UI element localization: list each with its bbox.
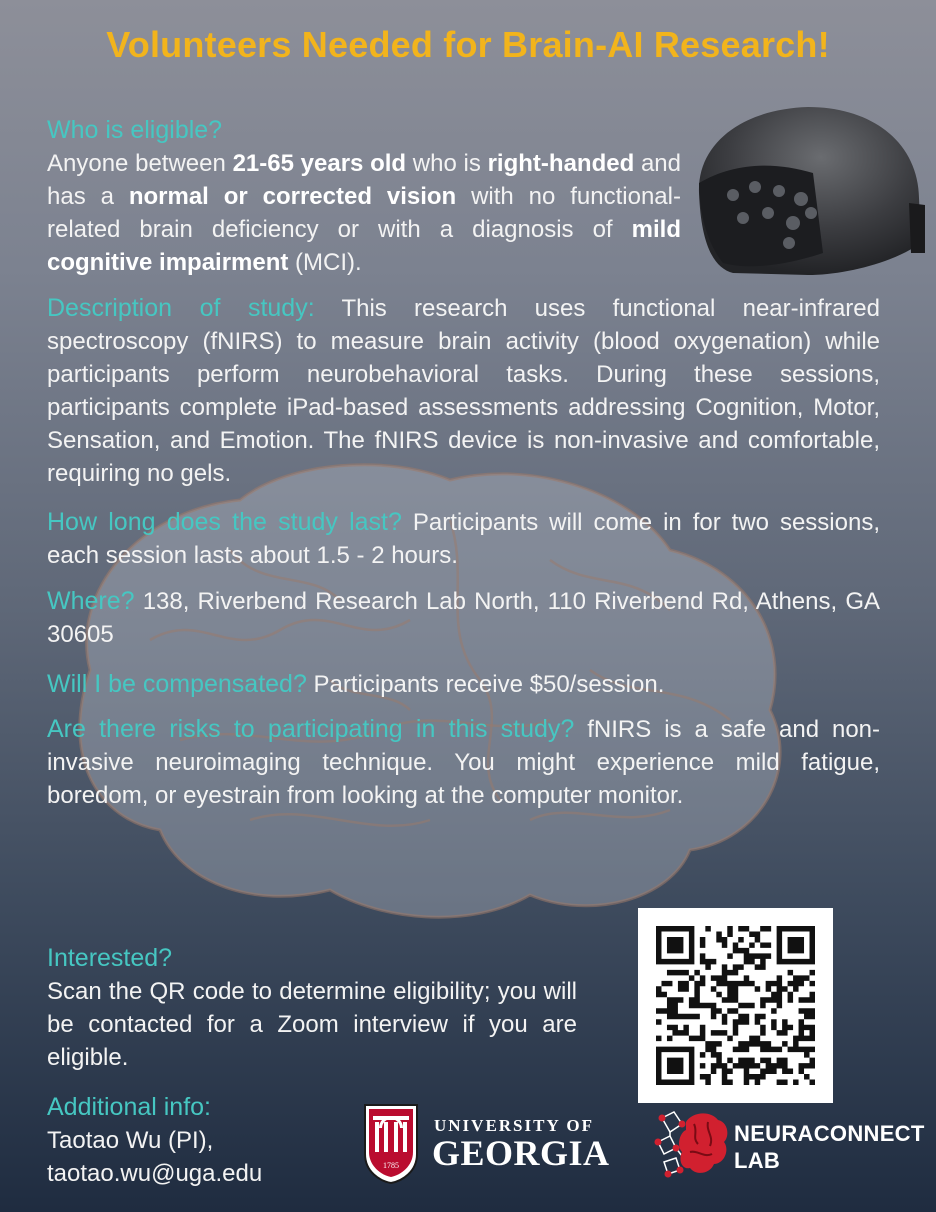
duration-section — [47, 506, 880, 572]
additional-info-heading: Additional info: — [47, 1093, 212, 1121]
compensation-section — [47, 668, 880, 701]
risks-heading: Are there risks to participating in this study? — [47, 715, 575, 743]
eligibility-text: and has a — [47, 150, 682, 210]
eligibility-handedness: right-handed — [487, 150, 635, 177]
eligibility-text: with no functional-related brain deficiency or with a diagnosis of — [47, 183, 681, 243]
neuraconnect-logo — [652, 1108, 925, 1188]
fnirs-helmet-image — [693, 103, 925, 279]
uga-logo — [362, 1102, 622, 1188]
qr-code[interactable] — [638, 908, 833, 1103]
page-title: Volunteers Needed for Brain-AI Research! — [106, 24, 830, 65]
eligibility-text: who is — [406, 150, 488, 177]
additional-info-section — [47, 1091, 367, 1190]
uga-main-text: GEORGIA — [432, 1133, 610, 1173]
lab-name — [734, 1120, 925, 1174]
interested-section — [47, 942, 577, 1074]
eligibility-vision: normal or corrected vision — [128, 183, 457, 210]
location-section — [47, 585, 880, 651]
interested-text: Scan the QR code to determine eligibility; you will be contacted for a Zoom interview if you are eligible. — [47, 978, 577, 1071]
uga-year: 1785 — [383, 1161, 399, 1170]
lab-name-line2: LAB — [734, 1148, 781, 1173]
description-heading: Description of study: — [47, 294, 315, 322]
brain-network-icon — [652, 1108, 730, 1182]
uga-top-text: UNIVERSITY OF — [434, 1116, 594, 1135]
contact-email[interactable]: taotao.wu@uga.edu — [47, 1160, 263, 1187]
risks-text: fNIRS is a safe and non-invasive neuroimaging technique. You might experience mild fatigue, boredom, or eyestrain from looking at the computer monitor. — [47, 716, 881, 809]
eligibility-section — [47, 114, 681, 279]
eligibility-text: Anyone between — [47, 150, 233, 177]
duration-text: Participants will come in for two sessions, each session lasts about 1.5 - 2 hours. — [47, 509, 880, 569]
location-text: 138, Riverbend Research Lab North, 110 Riverbend Rd, Athens, GA 30605 — [47, 588, 880, 648]
lab-name-line1: NEURACONNECT — [734, 1121, 925, 1146]
description-text: This research uses functional near-infrared spectroscopy (fNIRS) to measure brain activity (blood oxygenation) while participants perform neurobehavioral tasks. During these sessions, participants complete iPad-based assessments addressing Cognition, Motor, Sensation, and Emotion. The fNIRS device is non-invasive and comfortable, requiring no gels. — [47, 295, 880, 487]
qr-modules — [656, 926, 815, 1085]
compensation-text: Participants receive $50/session. — [306, 671, 665, 698]
eligibility-heading: Who is eligible? — [47, 116, 223, 144]
contact-name: Taotao Wu (PI), — [47, 1127, 214, 1154]
compensation-heading: Will I be compensated? — [47, 670, 307, 698]
qr-code-pattern — [656, 926, 815, 1085]
eligibility-age: 21-65 years old — [232, 150, 407, 177]
eligibility-text: (MCI). — [288, 249, 362, 276]
uga-shield-icon — [362, 1102, 420, 1184]
duration-heading: How long does the study last? — [47, 508, 402, 536]
risks-section — [47, 713, 880, 812]
interested-heading: Interested? — [47, 944, 173, 972]
location-heading: Where? — [47, 587, 135, 615]
eligibility-mci: mild cognitive impairment — [47, 216, 681, 276]
description-section — [47, 292, 880, 490]
